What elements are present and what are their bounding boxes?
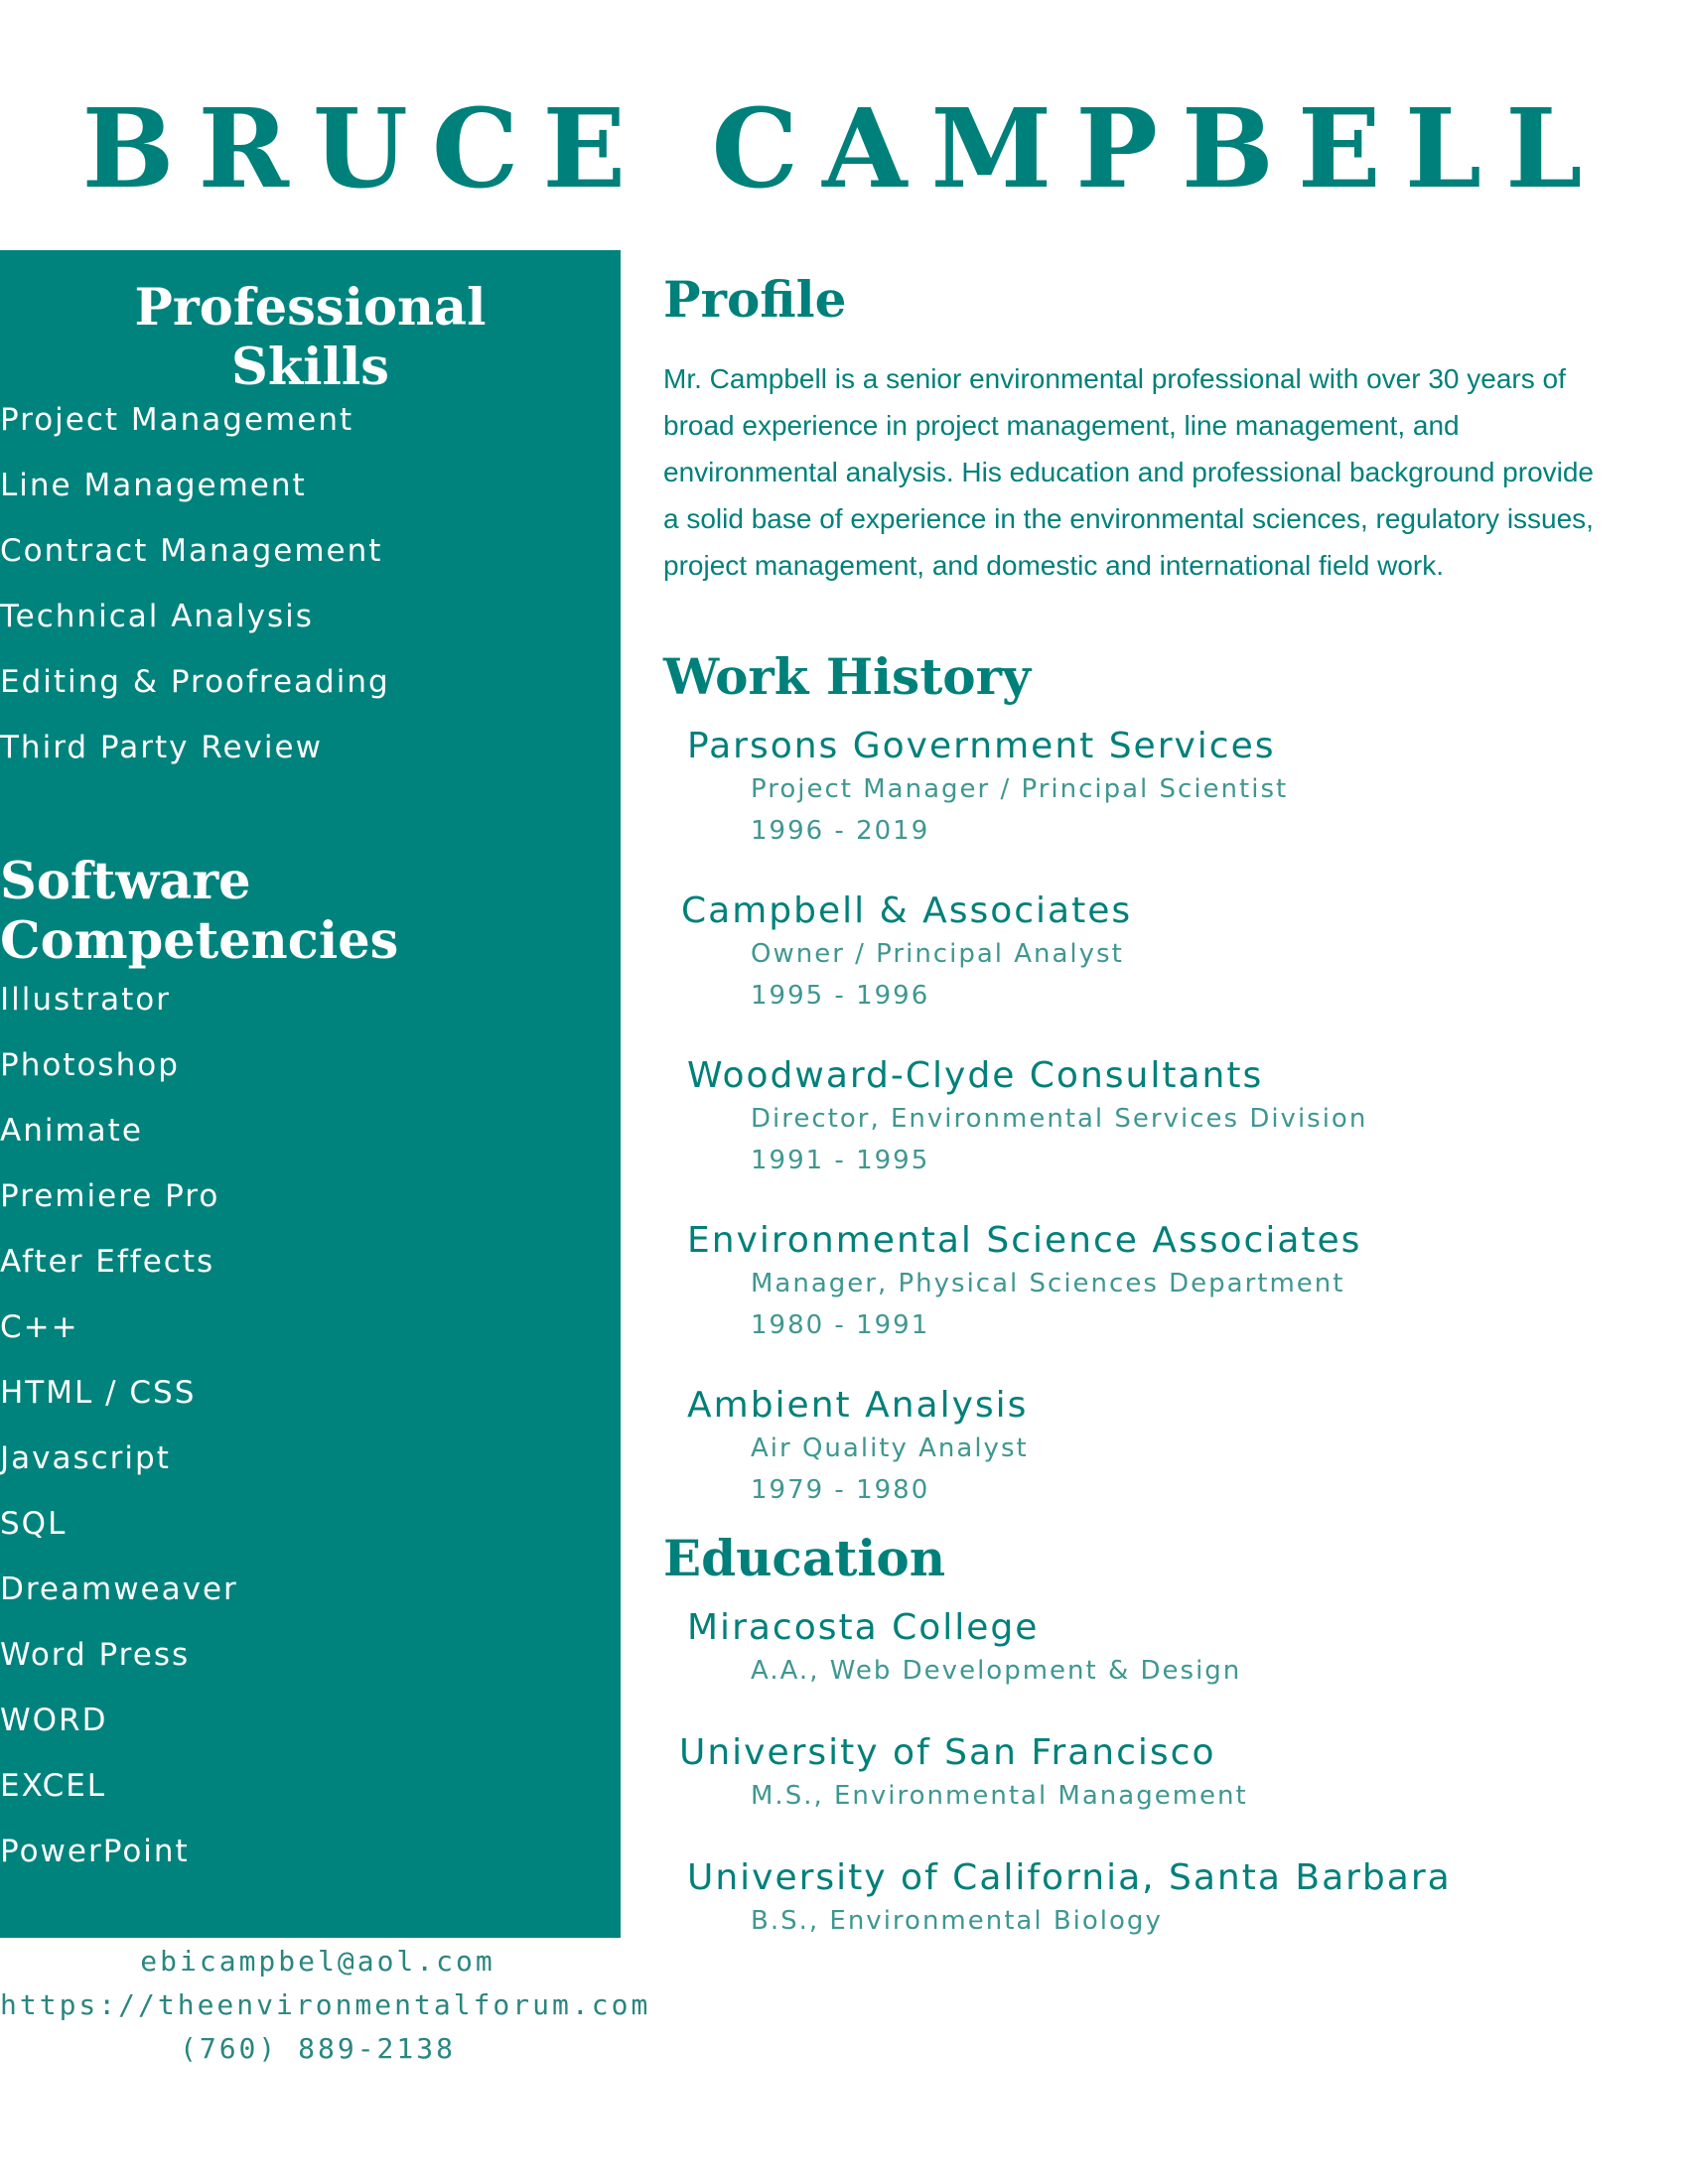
skill-item: Technical Analysis bbox=[0, 599, 314, 634]
skills-heading-line2: Skills bbox=[230, 338, 389, 397]
skills-heading-line1: Professional bbox=[134, 278, 487, 338]
work-entry bbox=[687, 1219, 1361, 1346]
work-role: Director, Environmental Services Division bbox=[751, 1104, 1368, 1134]
profile-text: Mr. Campbell is a senior environmental professional with over 30 years of broad experience in project management, line management, and environmental analysis. His education and professional background provide a solid base of experience in the environmental sciences, regulatory issues, project management, and domestic and international field work. bbox=[663, 363, 1595, 581]
skill-item: Contract Management bbox=[0, 533, 383, 569]
work-years: 1980 - 1991 bbox=[751, 1310, 930, 1340]
software-item: Premiere Pro bbox=[0, 1178, 220, 1214]
work-company: Environmental Science Associates bbox=[687, 1220, 1362, 1261]
work-role: Manager, Physical Sciences Department bbox=[751, 1269, 1345, 1298]
software-item: Animate bbox=[0, 1113, 143, 1149]
education-degree: A.A., Web Development & Design bbox=[751, 1656, 1242, 1686]
software-item: Javascript bbox=[0, 1440, 171, 1476]
work-company: Woodward-Clyde Consultants bbox=[687, 1055, 1264, 1096]
skill-item: Third Party Review bbox=[0, 730, 323, 765]
work-entry bbox=[681, 889, 1132, 1017]
work-role: Air Quality Analyst bbox=[751, 1433, 1029, 1463]
software-item: SQL bbox=[0, 1506, 68, 1542]
education-heading: Education bbox=[663, 1529, 946, 1587]
skill-item: Project Management bbox=[0, 402, 354, 438]
work-years: 1995 - 1996 bbox=[751, 981, 930, 1011]
education-school: Miracosta College bbox=[687, 1607, 1040, 1648]
work-years: 1996 - 2019 bbox=[751, 816, 930, 846]
education-school: University of California, Santa Barbara bbox=[687, 1857, 1452, 1898]
work-role: Project Manager / Principal Scientist bbox=[751, 774, 1289, 804]
software-item: C++ bbox=[0, 1309, 79, 1345]
work-role: Owner / Principal Analyst bbox=[751, 939, 1124, 969]
contact-block bbox=[0, 1940, 651, 2071]
contact-email[interactable]: ebicampbel@aol.com bbox=[140, 1945, 495, 1978]
work-years: 1991 - 1995 bbox=[751, 1146, 930, 1175]
work-company: Campbell & Associates bbox=[681, 890, 1133, 931]
education-entry bbox=[687, 1856, 1452, 1942]
contact-phone: (760) 889-2138 bbox=[179, 2032, 456, 2065]
education-degree: M.S., Environmental Management bbox=[751, 1781, 1248, 1811]
skills-heading bbox=[0, 278, 621, 397]
software-item: Photoshop bbox=[0, 1047, 180, 1083]
software-item: Word Press bbox=[0, 1637, 191, 1673]
contact-website[interactable]: https://theenvironmentalforum.com bbox=[0, 1988, 651, 2021]
software-item: Dreamweaver bbox=[0, 1571, 238, 1607]
work-history-heading: Work History bbox=[663, 647, 1032, 706]
education-degree: B.S., Environmental Biology bbox=[751, 1906, 1163, 1936]
software-list bbox=[0, 967, 635, 1884]
work-entry bbox=[687, 1054, 1367, 1181]
profile-heading: Profile bbox=[663, 270, 847, 329]
software-heading-line2: Competencies bbox=[0, 911, 399, 971]
software-heading bbox=[0, 852, 631, 971]
education-school: University of San Francisco bbox=[679, 1732, 1216, 1773]
work-company: Ambient Analysis bbox=[687, 1385, 1029, 1426]
software-item: EXCEL bbox=[0, 1768, 107, 1804]
software-item: After Effects bbox=[0, 1244, 215, 1280]
software-item: Illustrator bbox=[0, 982, 171, 1018]
skills-list bbox=[0, 387, 628, 780]
software-item: PowerPoint bbox=[0, 1834, 190, 1869]
work-entry bbox=[687, 725, 1288, 852]
resume-name: BRUCE CAMPBELL bbox=[81, 84, 1607, 212]
software-heading-line1: Software bbox=[0, 852, 251, 911]
education-entry bbox=[687, 1606, 1241, 1692]
software-item: WORD bbox=[0, 1703, 108, 1738]
work-years: 1979 - 1980 bbox=[751, 1475, 930, 1505]
skill-item: Line Management bbox=[0, 468, 307, 503]
skill-item: Editing & Proofreading bbox=[0, 664, 390, 700]
software-item: HTML / CSS bbox=[0, 1375, 197, 1411]
education-entry bbox=[679, 1731, 1248, 1817]
work-company: Parsons Government Services bbox=[687, 726, 1276, 766]
work-entry bbox=[687, 1384, 1029, 1511]
